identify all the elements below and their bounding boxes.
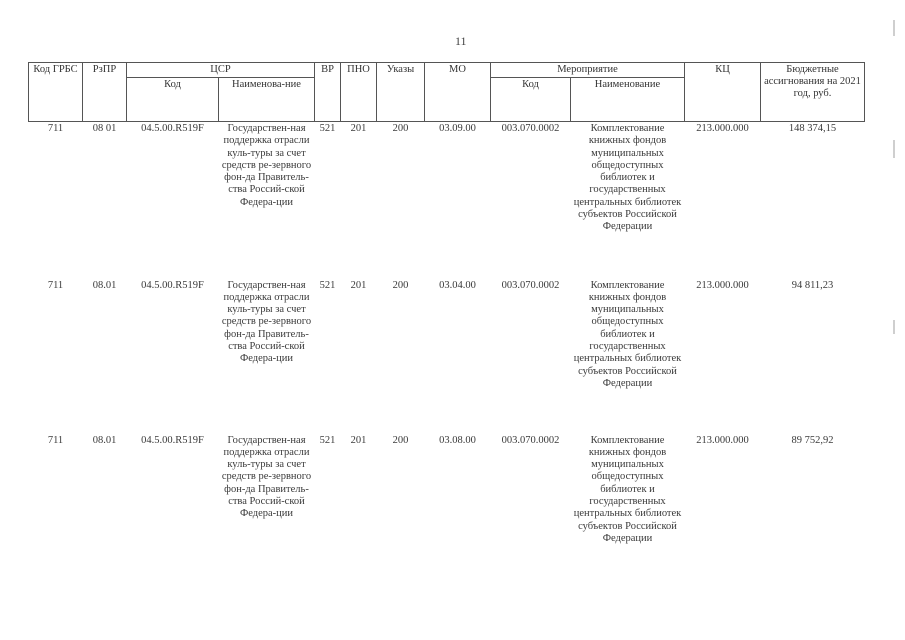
cell-amount: 89 752,92: [791, 434, 834, 446]
budget-table: [28, 62, 865, 589]
cell-ukazy: 200: [392, 279, 409, 291]
cell-amount: 148 374,15: [788, 123, 837, 134]
cell-mer-kod: 003.070.0002: [501, 279, 560, 291]
header-csr-kod: Код: [127, 78, 219, 122]
header-vr: ВР: [315, 63, 341, 122]
cell-vr: 521: [319, 279, 336, 291]
header-mer-kod: Код: [491, 78, 571, 122]
cell-grbs: 711: [47, 279, 64, 291]
cell-rzpr: 08 01: [92, 123, 117, 134]
cell-mer-name: Комплектование книжных фондов муниципальных общедоступных библиотек и государственных центральных библиотек субъектов Российской Федерации: [573, 434, 682, 544]
cell-mer-name: Комплектование книжных фондов муниципальных общедоступных библиотек и государственных центральных библиотек субъектов Российской Федерации: [573, 123, 682, 233]
header-kc: КЦ: [685, 63, 761, 122]
header-budget: Бюджетные ассигнования на 2021 год, руб.: [761, 63, 865, 122]
cell-kc: 213.000.000: [696, 434, 749, 446]
table-header: [29, 63, 865, 122]
cell-csr-name: Государствен-ная поддержка отрасли куль-туры за счет средств ре-зервного фон-да Правитель-ства Россий-ской Федера-ции: [221, 434, 312, 520]
header-mer-name: Наименование: [571, 78, 685, 122]
scan-edge-mark: [893, 20, 895, 36]
cell-mo: 03.09.00: [439, 123, 476, 134]
header-mo: МО: [425, 63, 491, 122]
cell-mer-name: Комплектование книжных фондов муниципальных общедоступных библиотек и государственных центральных библиотек субъектов Российской Федерации: [573, 279, 682, 389]
cell-pno: 201: [350, 123, 367, 134]
page-number: 11: [455, 34, 467, 48]
cell-csr-kod: 04.5.00.R519F: [141, 279, 204, 291]
cell-pno: 201: [350, 434, 367, 446]
cell-vr: 521: [319, 434, 336, 446]
cell-kc: 213.000.000: [696, 123, 749, 134]
cell-csr-name: Государствен-ная поддержка отрасли куль-туры за счет средств ре-зервного фон-да Правитель-ства Россий-ской Федера-ции: [221, 279, 312, 365]
table-row: [29, 279, 865, 434]
header-meropriyatie: Мероприятие: [491, 63, 685, 78]
cell-amount: 94 811,23: [791, 279, 834, 291]
cell-csr-kod: 04.5.00.R519F: [141, 434, 204, 446]
scan-edge-mark: [893, 140, 895, 158]
cell-grbs: 711: [47, 123, 64, 134]
cell-ukazy: 200: [392, 434, 409, 446]
cell-mer-kod: 003.070.0002: [501, 434, 560, 446]
header-rzpr: РзПР: [83, 63, 127, 122]
table-row: [29, 434, 865, 589]
cell-mo: 03.08.00: [439, 434, 476, 446]
cell-csr-kod: 04.5.00.R519F: [141, 123, 204, 134]
header-ukazy: Указы: [377, 63, 425, 122]
header-pno: ПНО: [341, 63, 377, 122]
header-csr: ЦСР: [127, 63, 315, 78]
table-row: [29, 122, 865, 279]
header-kod-grbs: Код ГРБС: [29, 63, 83, 122]
cell-kc: 213.000.000: [696, 279, 749, 291]
cell-mo: 03.04.00: [439, 279, 476, 291]
cell-rzpr: 08.01: [92, 434, 117, 446]
cell-ukazy: 200: [392, 123, 409, 134]
cell-csr-name: Государствен-ная поддержка отрасли куль-туры за счет средств ре-зервного фон-да Правитель-ства Россий-ской Федера-ции: [221, 123, 312, 208]
cell-vr: 521: [319, 123, 336, 134]
scan-edge-mark: [893, 320, 895, 334]
cell-rzpr: 08.01: [92, 279, 117, 291]
cell-mer-kod: 003.070.0002: [501, 123, 560, 134]
cell-grbs: 711: [47, 434, 64, 446]
cell-pno: 201: [350, 279, 367, 291]
header-csr-name: Наименова-ние: [219, 78, 315, 122]
